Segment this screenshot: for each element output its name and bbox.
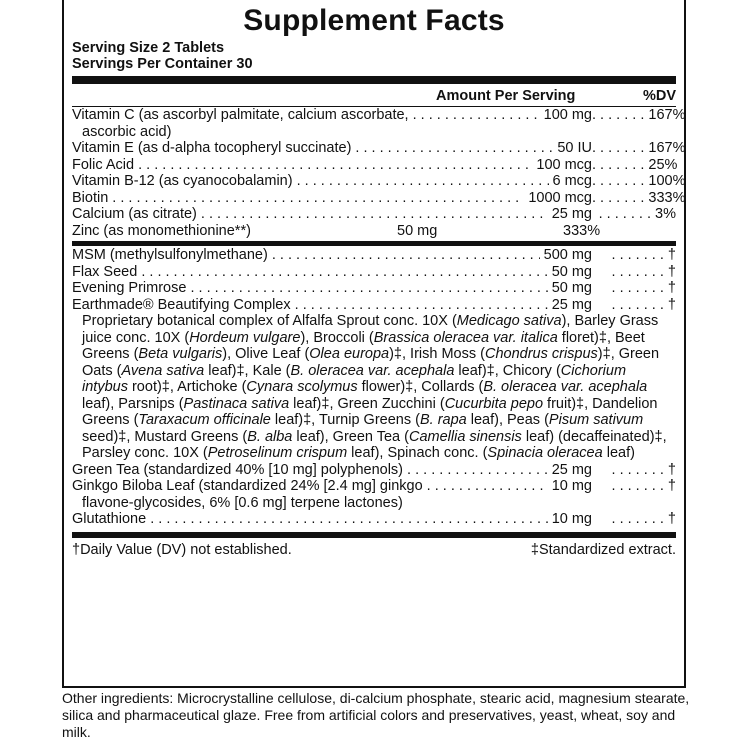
nutrient-row: [72, 223, 676, 240]
nutrient-name: Vitamin E (as d-alpha tocopheryl succinate): [72, 140, 352, 156]
complex-description: Proprietary botanical complex of Alfalfa Sprout conc. 10X (Medicago sativa), Barley Grass juice conc. 10X (Hordeum vulgare), Broccoli (Brassica oleracea var. italica floret)‡, Beet Greens (Beta vulgaris), Olive Leaf (Olea europa)‡, Irish Moss (Chondrus crispus)‡, Green Oats (Avena sativa leaf)‡, Kale (B. oleracea var. acephala leaf)‡, Chicory (Cichorium intybus root)‡, Artichoke (Cynara scolymus flower)‡, Collards (B. oleracea var. acephala leaf), Parsnips (Pastinaca sativa leaf)‡, Green Zucchini (Cucurbita pepo fruit)‡, Dandelion Greens (Taraxacum officinale leaf)‡, Turnip Greens (B. rapa leaf), Peas (Pisum sativum seed)‡, Mustard Greens (B. alba leaf), Green Tea (Camellia sinensis leaf) (decaffeinated)‡, Parsley conc. 10X (Petroselinum crispum leaf), Spinach conc. (Spinacia oleracea leaf): [82, 313, 667, 461]
nutrient-row: [72, 173, 686, 190]
amount-header: Amount Per Serving: [436, 88, 576, 104]
ingredient-dv: †: [667, 263, 676, 280]
nutrient-amount: 50 IU: [557, 140, 592, 156]
ingredient-dv: †: [667, 247, 676, 263]
other-ingredients-section: [72, 247, 676, 528]
nutrient-amount: 1000 mcg: [528, 189, 592, 206]
ingredient-name: Earthmade® Beautifying Complex: [72, 296, 291, 313]
nutrient-amount: 100 mg: [543, 107, 592, 123]
nutrient-name: Vitamin C (as ascorbyl palmitate, calcium ascorbate,: [72, 107, 409, 123]
nutrient-dv: 333%: [563, 222, 601, 239]
nutrient-dv: 25%: [648, 156, 678, 173]
nutrient-name: Biotin: [72, 189, 109, 206]
ingredient-amount: 500 mg: [543, 247, 592, 263]
ingredient-amount: 50 mg: [551, 263, 592, 280]
nutrient-name: Zinc (as monomethionine**): [72, 222, 251, 239]
column-header: [72, 86, 676, 106]
ingredient-dv: †: [667, 461, 676, 478]
footnote-standardized: ‡Standardized extract.: [530, 541, 676, 558]
nutrient-name: Calcium (as citrate): [72, 206, 197, 222]
nutrient-row: [72, 107, 686, 124]
nutrient-name: Folic Acid: [72, 156, 135, 173]
nutrient-name: Vitamin B-12 (as cyanocobalamin): [72, 173, 293, 189]
nutrient-dv: 167%: [648, 107, 686, 123]
nutrient-row: [72, 206, 676, 223]
nutrient-dv: 167%: [648, 140, 686, 156]
ingredient-name: Glutathione: [72, 511, 147, 527]
nutrient-amount: 25 mg: [551, 206, 592, 222]
ingredient-row: [72, 297, 676, 314]
nutrient-amount: 100 mcg: [536, 156, 592, 173]
footnote-dv: †Daily Value (DV) not established.: [72, 541, 292, 558]
nutrient-dv: 333%: [648, 189, 686, 206]
ingredient-name: Evening Primrose: [72, 280, 187, 296]
ingredient-row: [72, 280, 676, 297]
ingredient-amount: 10 mg: [551, 478, 592, 494]
panel-title: Supplement Facts: [243, 4, 505, 37]
ingredient-row-continued: [72, 495, 676, 512]
nutrient-row: [72, 189, 686, 207]
ingredient-amount: 50 mg: [551, 280, 592, 296]
ingredient-name-cont: flavone-glycosides, 6% [0.6 mg] terpene lactones): [82, 494, 403, 511]
servings-per-container: Servings Per Container 30: [72, 56, 253, 72]
other-ingredients-text: Other ingredients: Microcrystalline cellulose, di-calcium phosphate, stearic acid, magnesium stearate, silica and pharmaceutical glaze. Free from artificial colors and preservatives, yeast, wheat, soy and milk.: [62, 690, 690, 740]
ingredient-amount: 25 mg: [551, 296, 592, 313]
footnotes: [72, 540, 676, 560]
ingredient-amount: 10 mg: [551, 511, 592, 527]
ingredient-name: Flax Seed: [72, 263, 138, 280]
serving-size: Serving Size 2 Tablets: [72, 40, 225, 56]
ingredient-dv: †: [667, 511, 676, 527]
nutrient-name-cont: ascorbic acid): [82, 123, 172, 140]
divider-bottom: [72, 532, 676, 538]
vitamins-section: [72, 107, 686, 239]
ingredient-dv: †: [667, 280, 676, 296]
ingredient-row: [72, 478, 676, 495]
ingredient-row: [72, 462, 676, 479]
ingredient-amount: 25 mg: [551, 461, 592, 478]
dv-header: %DV: [642, 88, 676, 104]
divider-thick: [72, 76, 676, 84]
ingredient-row: [72, 247, 676, 264]
nutrient-row: [72, 140, 686, 157]
ingredient-row: [72, 511, 676, 528]
nutrient-row: [72, 157, 676, 174]
ingredient-dv: †: [667, 296, 676, 313]
nutrient-row-continued: [72, 124, 676, 141]
ingredient-dv: †: [667, 478, 676, 494]
nutrient-dv: 100%: [648, 173, 686, 189]
divider-medium: [72, 241, 676, 246]
nutrient-amount: 50 mg: [397, 222, 438, 239]
ingredient-name: Green Tea (standardized 40% [10 mg] polyphenols): [72, 461, 404, 478]
supplement-facts-panel: [62, 0, 686, 688]
ingredient-row: [72, 264, 676, 281]
ingredient-name: Ginkgo Biloba Leaf (standardized 24% [2.4 mg] ginkgo: [72, 478, 423, 494]
ingredient-name: MSM (methylsulfonylmethane): [72, 247, 268, 263]
nutrient-amount: 6 mcg: [552, 173, 592, 189]
nutrient-dv: 3%: [655, 206, 676, 222]
